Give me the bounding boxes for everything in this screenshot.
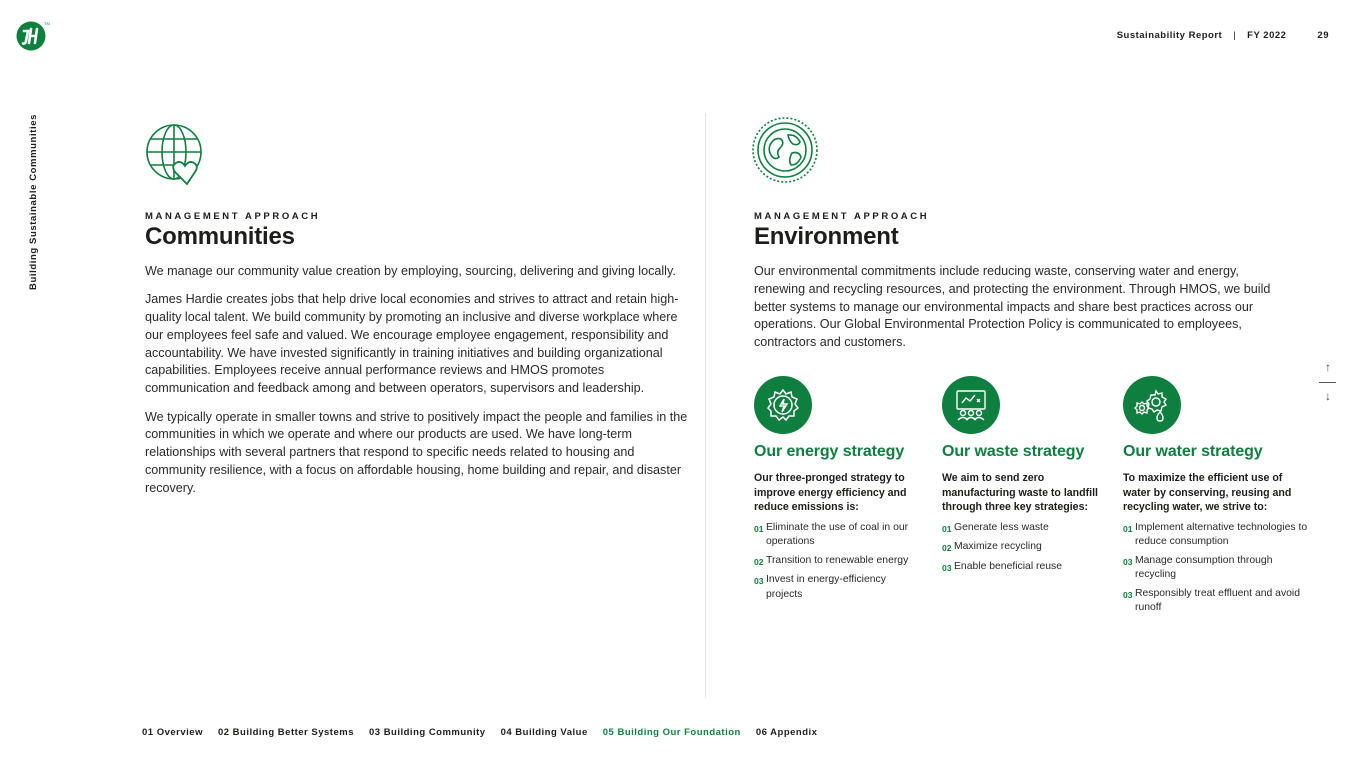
energy-strategy	[754, 376, 924, 606]
list-item-text: Enable beneficial reuse	[954, 561, 1063, 573]
communities-kicker: MANAGEMENT APPROACH	[145, 211, 321, 222]
whiteboard-team-icon	[942, 376, 1000, 434]
communities-paragraph: James Hardie creates jobs that help drive local economies and strives to attract and retain high-quality local talent. We build community by promoting an inclusive and diverse workplace where our employees feel safe and valued. We encourage employee engagement, responsibility and accountability. We have invested significantly in training initiatives and building organizational capabilities. Employees receive annual performance reviews and HMOS promotes communication and feedback among and between operators, supervisors and leadership.	[145, 292, 679, 396]
nav-link-building-community[interactable]: 03 Building Community	[368, 727, 486, 738]
waste-strategy-title: Our waste strategy	[942, 443, 1085, 460]
list-item-text: Implement alternative technologies to reduce consumption	[1135, 521, 1308, 547]
nav-link-building-value[interactable]: 04 Building Value	[500, 727, 588, 738]
list-item-number: 03	[1123, 556, 1133, 567]
list-item-text: Maximize recycling	[954, 541, 1042, 553]
list-item-text: Transition to renewable energy	[766, 554, 909, 566]
environment-paragraph: Our environmental commitments include reducing waste, conserving water and energy, renewing and recycling resources, and protecting the environment. Through HMOS, we build better systems to manage our environmental impacts and share best practices across our operations. Our Global Environmental Protection Policy is communicated to employees, contractors and customers.	[754, 264, 1271, 350]
list-item-number: 03	[1123, 589, 1133, 600]
communities-paragraph: We typically operate in smaller towns and strive to positively impact the people and families in the communities in which we operate and where our products are used. We have long-term relationships with several partners that respond to specific needs related to housing and community resilience, with a focus on affordable housing, home building and repair, and disaster recovery.	[145, 409, 688, 495]
list-item	[1123, 554, 1308, 583]
list-item	[942, 521, 1112, 536]
arrow-divider	[1319, 382, 1336, 383]
list-item-text: Eliminate the use of coal in our operations	[766, 521, 909, 547]
list-item	[1123, 587, 1308, 616]
waste-strategy-list	[942, 521, 1112, 576]
communities-paragraph: We manage our community value creation by employing, sourcing, delivering and giving locally.	[145, 264, 676, 278]
list-item-number: 02	[942, 543, 952, 554]
list-item-number: 01	[754, 523, 764, 534]
list-item-number: 03	[942, 563, 952, 574]
nav-link-overview[interactable]: 01 Overview	[142, 727, 203, 738]
list-item-text: Manage consumption through recycling	[1135, 554, 1273, 580]
nav-link-building-our-foundation[interactable]: 05 Building Our Foundation	[602, 727, 741, 738]
svg-text:TM: TM	[44, 21, 50, 26]
globe-heart-icon	[144, 122, 206, 190]
nav-link-appendix[interactable]: 06 Appendix	[755, 727, 818, 738]
energy-strategy-list	[754, 521, 924, 602]
waste-strategy	[942, 376, 1112, 580]
page-number: 29	[1317, 30, 1329, 41]
list-item-text: Responsibly treat effluent and avoid runoff	[1135, 587, 1301, 613]
list-item-text: Generate less waste	[954, 521, 1049, 533]
column-divider	[705, 113, 706, 698]
water-strategy-list	[1123, 521, 1308, 616]
list-item-number: 01	[942, 523, 952, 534]
communities-body	[145, 263, 690, 508]
list-item-number: 02	[754, 556, 764, 567]
water-strategy-title: Our water strategy	[1123, 443, 1263, 460]
section-side-label: Building Sustainable Communities	[28, 114, 39, 290]
earth-icon	[750, 115, 820, 185]
list-item	[942, 560, 1112, 575]
list-item	[754, 554, 924, 569]
gear-bolt-icon	[754, 376, 812, 434]
header-separator: |	[1233, 30, 1237, 41]
report-header	[1117, 30, 1329, 41]
list-item-number: 01	[1123, 523, 1133, 534]
water-strategy-lead: To maximize the efficient use of water by conserving, reusing and recycling water, we strive to:	[1123, 472, 1292, 513]
gears-water-icon	[1123, 376, 1181, 434]
communities-title: Communities	[145, 223, 295, 250]
list-item-text: Invest in energy-efficiency projects	[766, 574, 886, 600]
fiscal-year: FY 2022	[1247, 30, 1287, 41]
environment-title: Environment	[754, 223, 899, 250]
arrow-down-icon[interactable]: ↓	[1325, 389, 1331, 403]
report-title: Sustainability Report	[1116, 30, 1223, 41]
bottom-navigation	[142, 727, 817, 738]
energy-strategy-lead: Our three-pronged strategy to improve energy efficiency and reduce emissions is:	[754, 472, 907, 513]
energy-strategy-title: Our energy strategy	[754, 443, 905, 460]
environment-kicker: MANAGEMENT APPROACH	[754, 211, 930, 222]
environment-body	[754, 263, 1279, 362]
list-item	[754, 573, 924, 602]
water-strategy	[1123, 376, 1308, 620]
list-item	[754, 521, 924, 550]
james-hardie-logo[interactable]	[15, 18, 49, 52]
arrow-up-icon[interactable]: ↑	[1325, 360, 1331, 374]
list-item	[942, 540, 1112, 555]
list-item	[1123, 521, 1308, 550]
list-item-number: 03	[754, 576, 764, 587]
nav-link-building-better-systems[interactable]: 02 Building Better Systems	[217, 727, 354, 738]
waste-strategy-lead: We aim to send zero manufacturing waste to landfill through three key strategies:	[942, 472, 1098, 513]
